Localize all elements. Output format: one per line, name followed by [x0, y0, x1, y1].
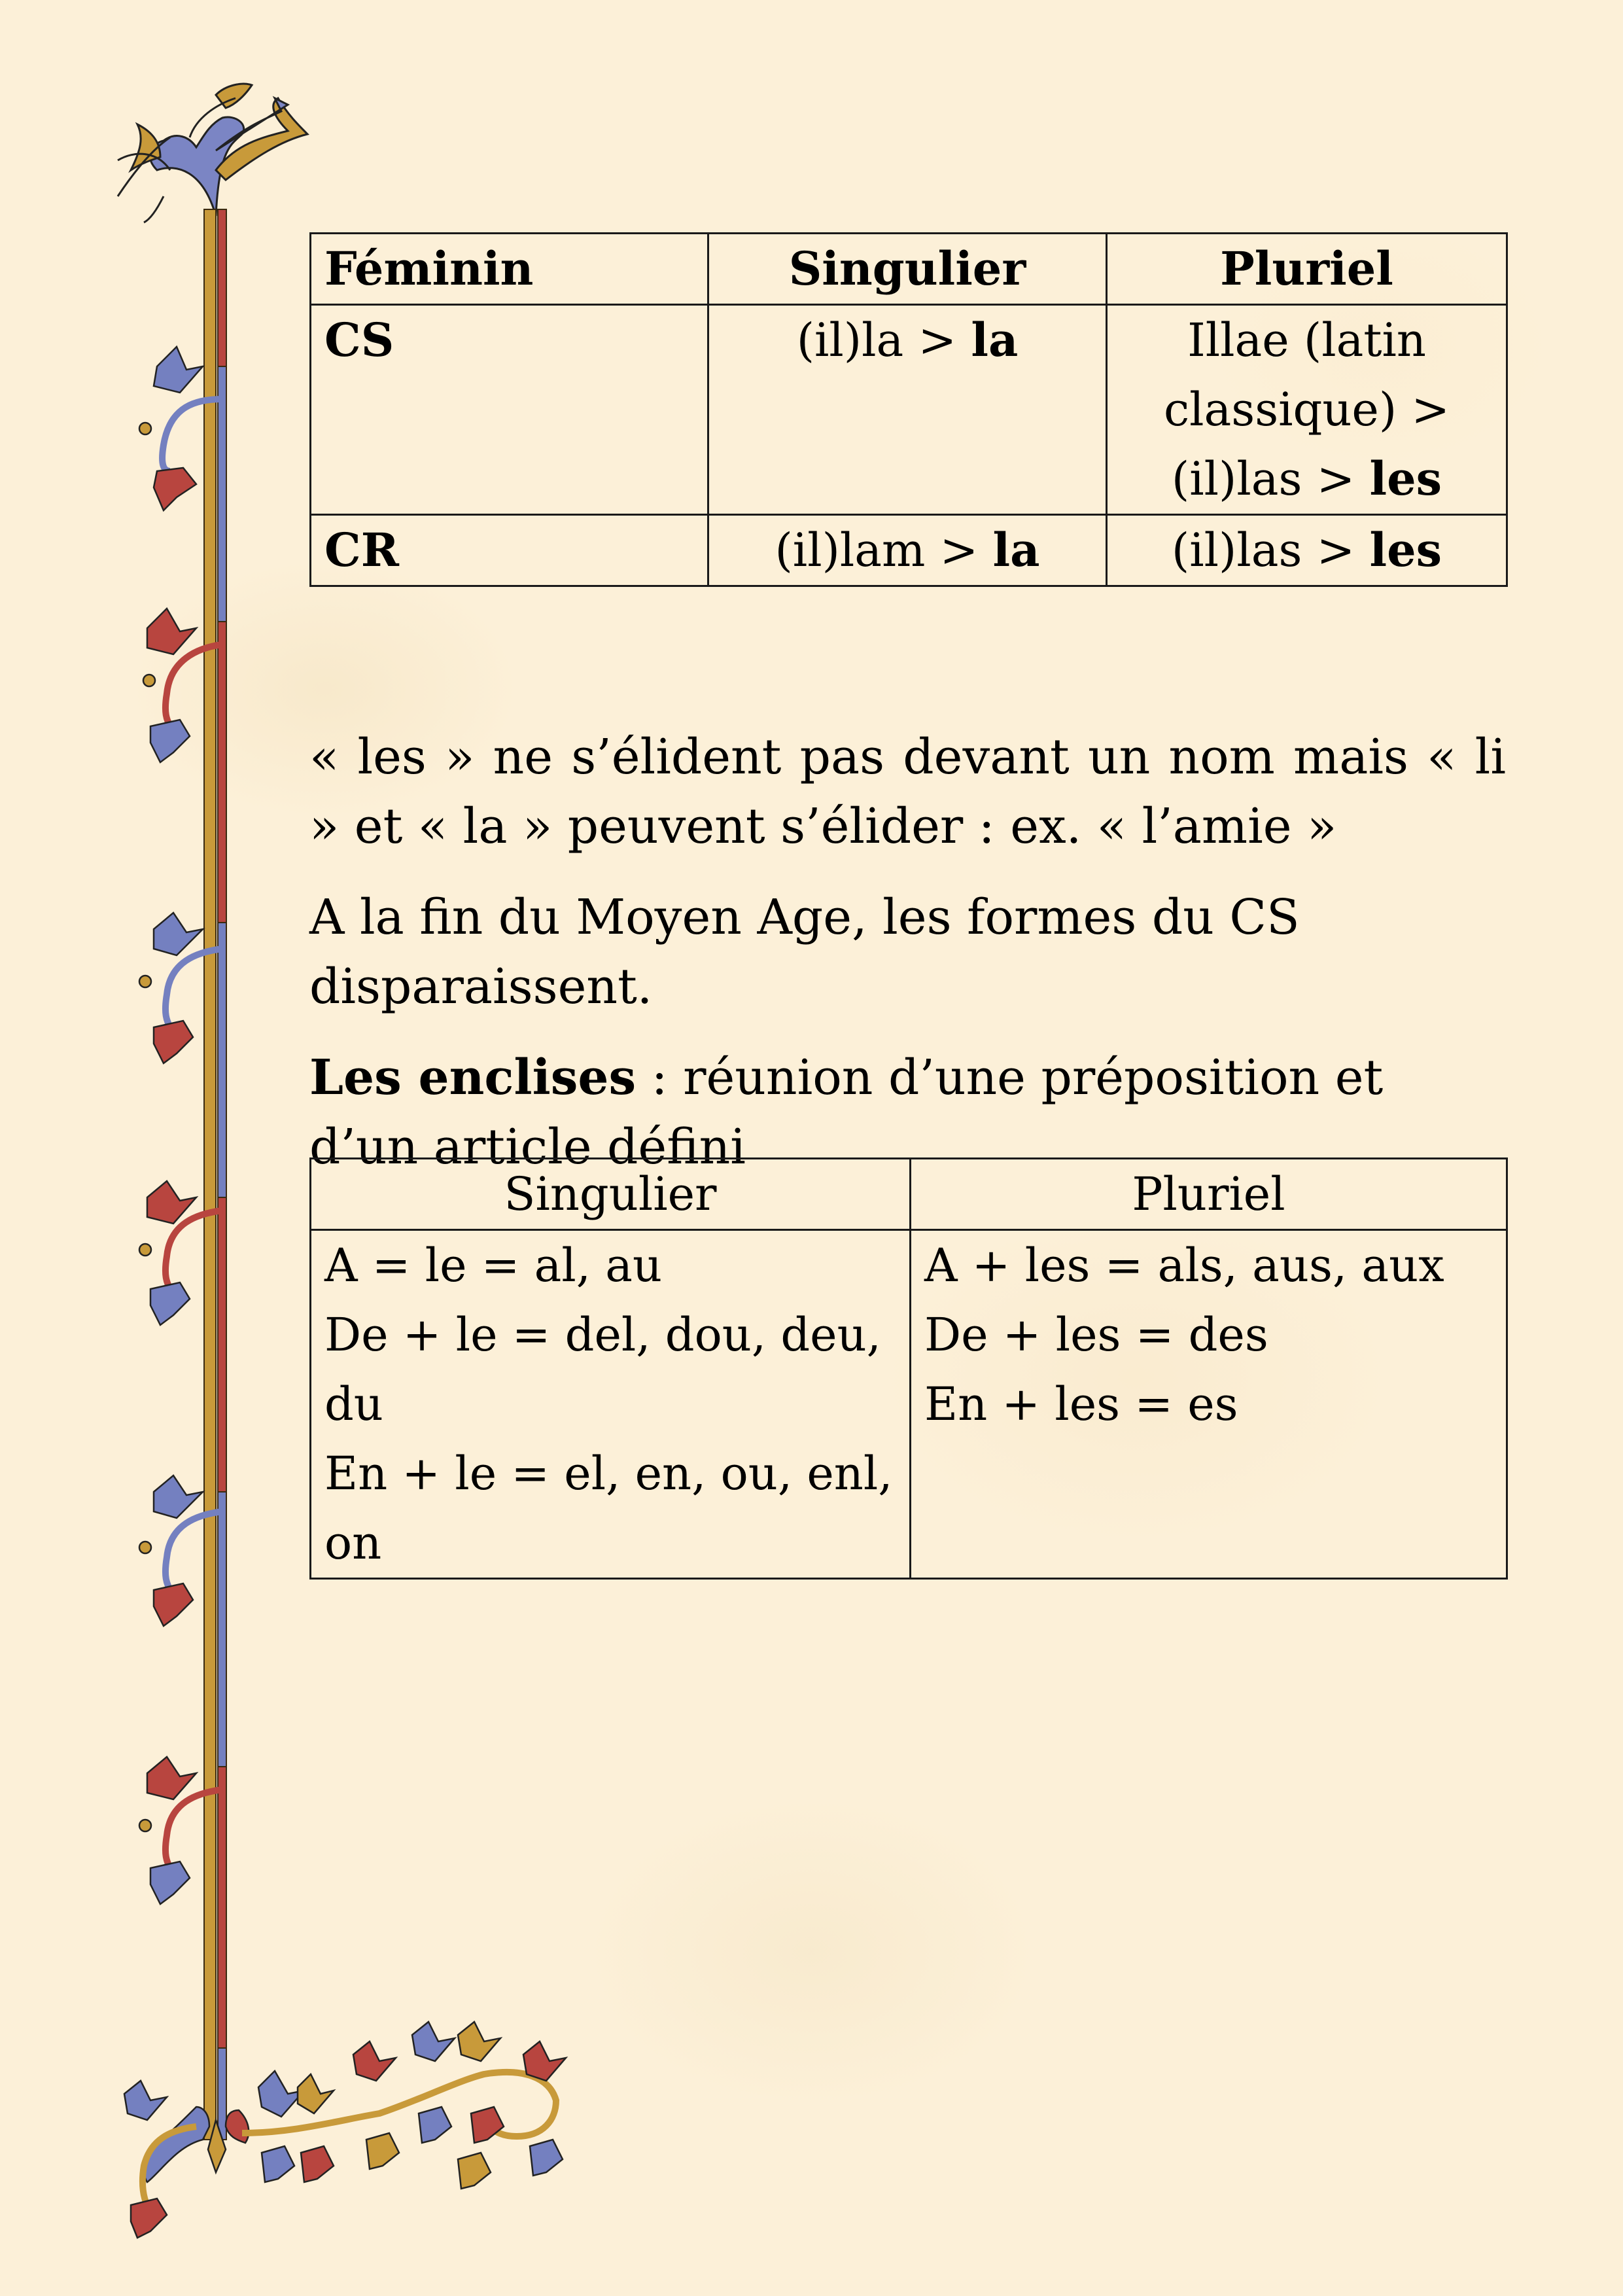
etymology-text: (il)lam > [775, 523, 993, 577]
pluriel-cell [1107, 515, 1507, 586]
etymology-text: (il)las > [1171, 523, 1370, 577]
table-header-row [311, 1159, 1507, 1230]
enclise-item: De + les = des [924, 1308, 1268, 1362]
case-label: CR [311, 515, 708, 586]
enclises-term: Les enclises [309, 1050, 637, 1106]
enclises-definition: : réunion d’une préposition et d’un article défini [309, 1050, 1384, 1175]
enclise-item: A + les = als, aus, aux [924, 1239, 1444, 1292]
sprig-icon [139, 1475, 222, 1626]
pluriel-cell [911, 1230, 1507, 1579]
header-pluriel: Pluriel [911, 1159, 1507, 1230]
header-singulier: Singulier [708, 234, 1107, 305]
enclise-item: De + le = del, dou, deu, du [324, 1308, 881, 1431]
enclise-item: A = le = al, au [324, 1239, 663, 1292]
case-label: CS [311, 305, 708, 515]
table-header-row [311, 234, 1507, 305]
header-singulier: Singulier [311, 1159, 911, 1230]
table-row-cs [311, 305, 1507, 515]
etymology-line: classique) > [1163, 383, 1450, 436]
table-row-cr [311, 515, 1507, 586]
moyen-age-paragraph: A la fin du Moyen Age, les formes du CS disparaissent. [309, 889, 1300, 1015]
singulier-cell [311, 1230, 911, 1579]
etymology-text: (il)las > [1171, 452, 1370, 506]
singulier-cell [708, 305, 1107, 515]
pluriel-cell [1107, 305, 1507, 515]
resulting-form: la [971, 313, 1019, 367]
etymology-line: Illae (latin [1187, 313, 1426, 367]
table-row [311, 1230, 1507, 1579]
enclises-table [309, 1157, 1508, 1580]
top-flourish-icon [118, 84, 307, 222]
enclise-item: En + les = es [924, 1377, 1238, 1431]
elision-paragraph: « les » ne s’élident pas devant un nom mais « li » et « la » peuvent s’élider : ex. « l’amie » [309, 729, 1506, 855]
bottom-vine-flourish-icon [124, 2022, 566, 2238]
resulting-form: les [1369, 523, 1442, 577]
header-feminin: Féminin [311, 234, 708, 305]
sprig-icon [143, 609, 222, 762]
etymology-line [1121, 444, 1493, 514]
sprig-icon [139, 913, 222, 1063]
singulier-cell [708, 515, 1107, 586]
gold-stem [204, 209, 216, 2140]
enclise-item: En + le = el, en, ou, enl, on [324, 1447, 893, 1570]
header-pluriel: Pluriel [1107, 234, 1507, 305]
feminine-article-table [309, 232, 1508, 587]
etymology-text: (il)la > [796, 313, 971, 367]
sprig-icon [139, 347, 222, 510]
resulting-form: la [992, 523, 1040, 577]
sprig-icon [139, 1757, 222, 1904]
sprig-icon [139, 1181, 222, 1325]
resulting-form: les [1369, 451, 1442, 506]
